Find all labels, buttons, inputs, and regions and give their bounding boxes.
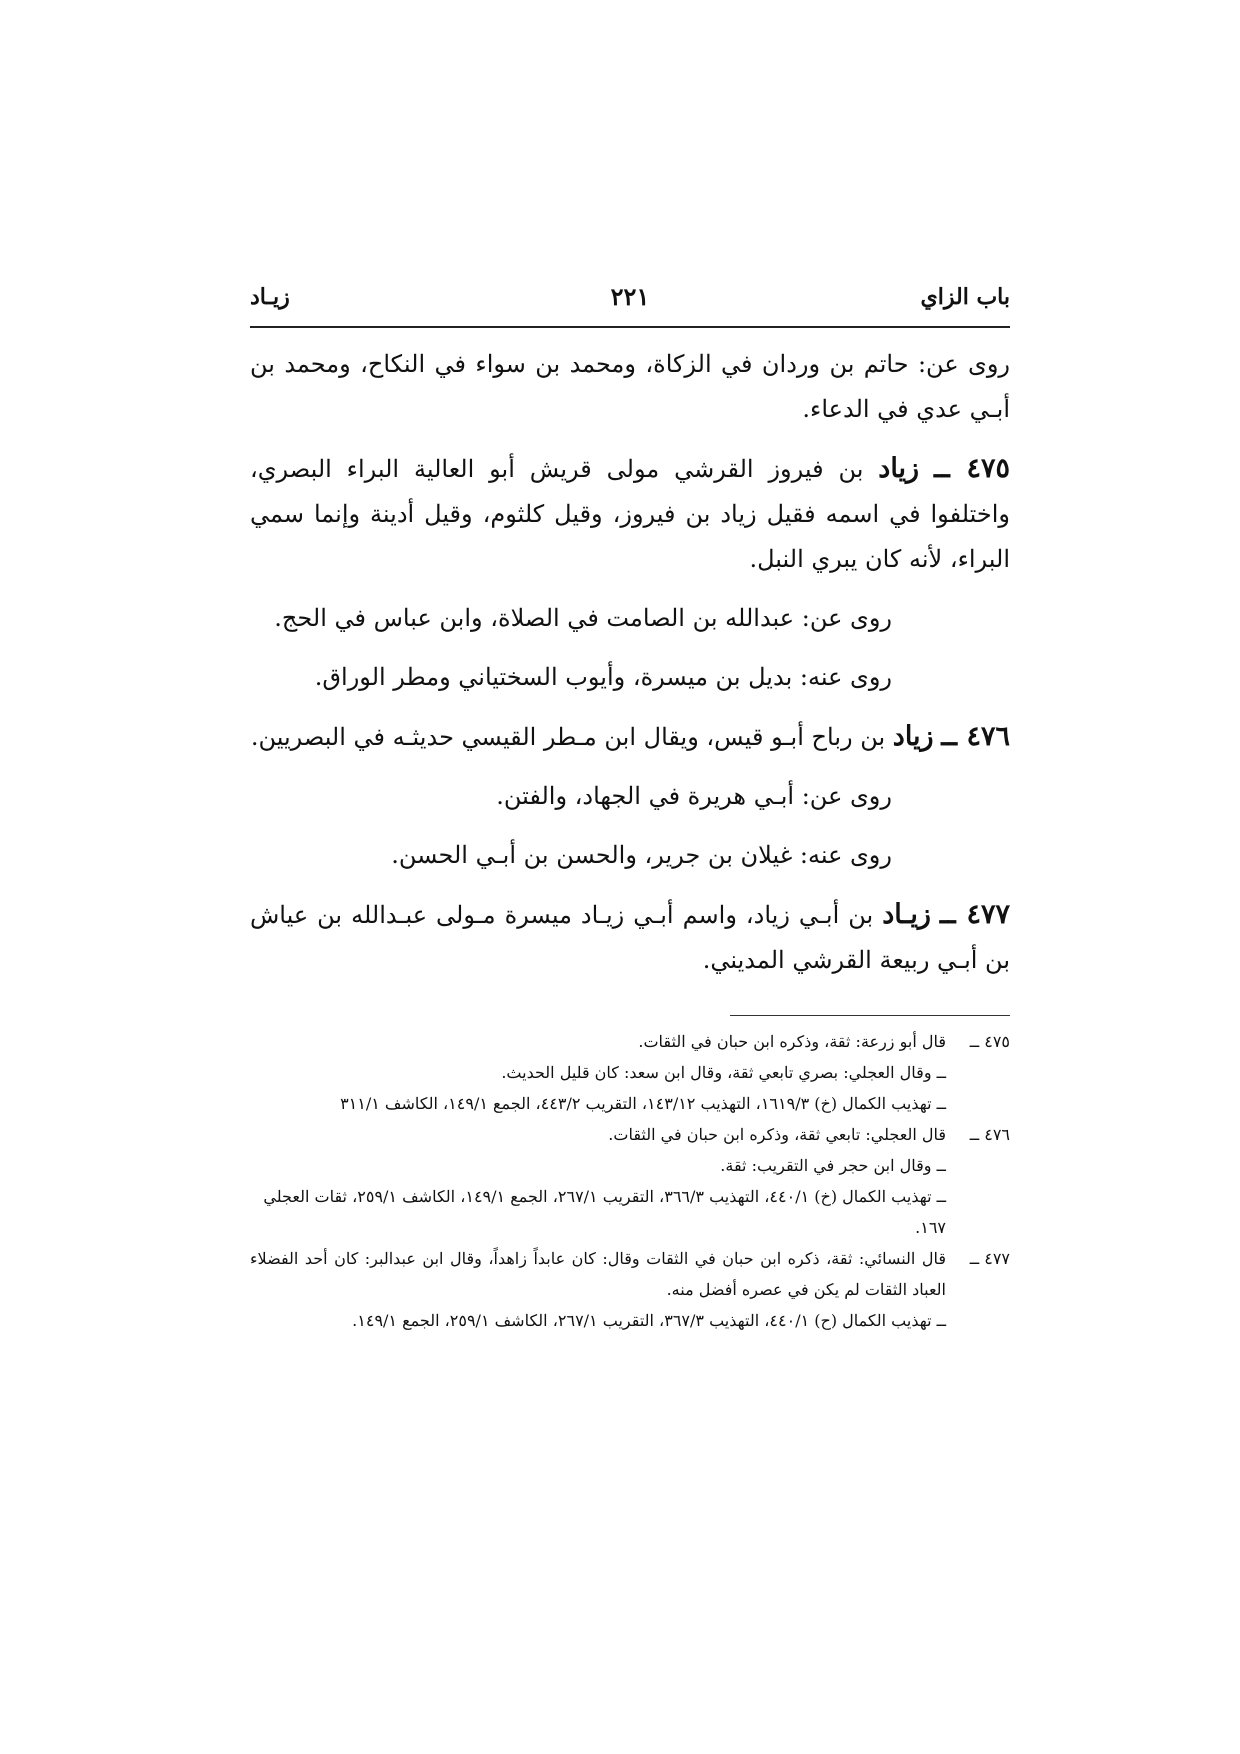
footnote-line: ــ وقال ابن حجر في التقريب: ثقة.	[720, 1156, 946, 1175]
footnote-number: ٤٧٧ ــ	[969, 1249, 1010, 1268]
footnote-text: قال النسائي: ثقة، ذكره ابن حبان في الثقات وقال: كان عابداً زاهداً، وقال ابن عبدالبر: كان أحد الفضلاء العباد الثقات لم يكن في عصره أفضل منه.	[250, 1249, 947, 1299]
footnote-476	[250, 1119, 1010, 1150]
paragraph: روى عن: عبدالله بن الصامت في الصلاة، وابن عباس في الحج.	[274, 604, 892, 632]
paragraph: روى عنه: غيلان بن جرير، والحسن بن أبـي الحسن.	[391, 841, 892, 869]
entry-text: بن رباح أبـو قيس، ويقال ابن مـطر القيسي حديثـه في البصريين.	[250, 723, 893, 751]
page-header	[250, 280, 1010, 328]
paragraph: روى عن: حاتم بن وردان في الزكاة، ومحمد بن سواء في النكاح، ومحمد بن أبـي عدي في الدعاء.	[250, 350, 1010, 423]
paragraph: روى عن: أبـي هريرة في الجهاد، والفتن.	[496, 782, 892, 810]
paragraph: روى عنه: بديل بن ميسرة، وأيوب السختياني ومطر الوراق.	[314, 663, 892, 691]
entry-477	[250, 892, 1010, 983]
entry-number: ٤٧٥ ــ	[934, 453, 1010, 484]
entry-text: بن فيروز القرشي مولى قريش أبو العالية البراء البصري، واختلفوا في اسمه فقيل زياد بن فيروز، وقيل كلثوم، وقيل أدينة وإنما سمي البراء، لأنه كان يبري النبل.	[250, 455, 1010, 573]
footnote-text: قال أبو زرعة: ثقة، وذكره ابن حبان في الثقات.	[638, 1032, 946, 1051]
book-page	[250, 280, 1010, 1336]
entry-text: بن أبـي زياد، واسم أبـي زيـاد ميسرة مـولى عبـدالله بن عياش بن أبـي ربيعة القرشي المديني.	[250, 901, 1010, 974]
footnote-line: ــ تهذيب الكمال (خ) ٤٤٠/١، التهذيب ٣٦٦/٣، التقريب ٢٦٧/١، الجمع ١٤٩/١، الكاشف ٢٥٩/١، ثقات العجلي ١٦٧.	[263, 1187, 946, 1237]
footnote-number: ٤٧٦ ــ	[969, 1125, 1010, 1144]
footnote-divider	[730, 1015, 1010, 1016]
main-text	[250, 342, 1010, 983]
entry-475	[250, 446, 1010, 582]
entry-name: زياد	[892, 721, 934, 752]
footnote-line: ــ وقال العجلي: بصري تابعي ثقة، وقال ابن سعد: كان قليل الحديث.	[501, 1063, 946, 1082]
footnote-477	[250, 1243, 1010, 1305]
footnotes	[250, 1026, 1010, 1336]
entry-name: زياد	[878, 453, 920, 484]
running-head: زيـاد	[250, 284, 290, 310]
entry-number: ٤٧٧ ــ	[939, 899, 1010, 930]
footnote-line: ــ تهذيب الكمال (ح) ٤٤٠/١، التهذيب ٣٦٧/٣، التقريب ٢٦٧/١، الكاشف ٢٥٩/١، الجمع ١٤٩/١.	[352, 1311, 946, 1330]
footnote-text: قال العجلي: تابعي ثقة، وذكره ابن حبان في الثقات.	[608, 1125, 946, 1144]
page-number: ٢٢١	[610, 282, 650, 311]
footnote-475	[250, 1026, 1010, 1057]
entry-number: ٤٧٦ ــ	[941, 721, 1010, 752]
footnote-line: ــ تهذيب الكمال (خ) ١٦١٩/٣، التهذيب ١٤٣/١٢، التقريب ٤٤٣/٢، الجمع ١٤٩/١، الكاشف ٣١١/١	[340, 1094, 946, 1113]
chapter-title: باب الزاي	[920, 284, 1010, 310]
entry-476	[250, 714, 1010, 760]
entry-name: زيـاد	[882, 899, 931, 930]
footnote-number: ٤٧٥ ــ	[969, 1032, 1010, 1051]
